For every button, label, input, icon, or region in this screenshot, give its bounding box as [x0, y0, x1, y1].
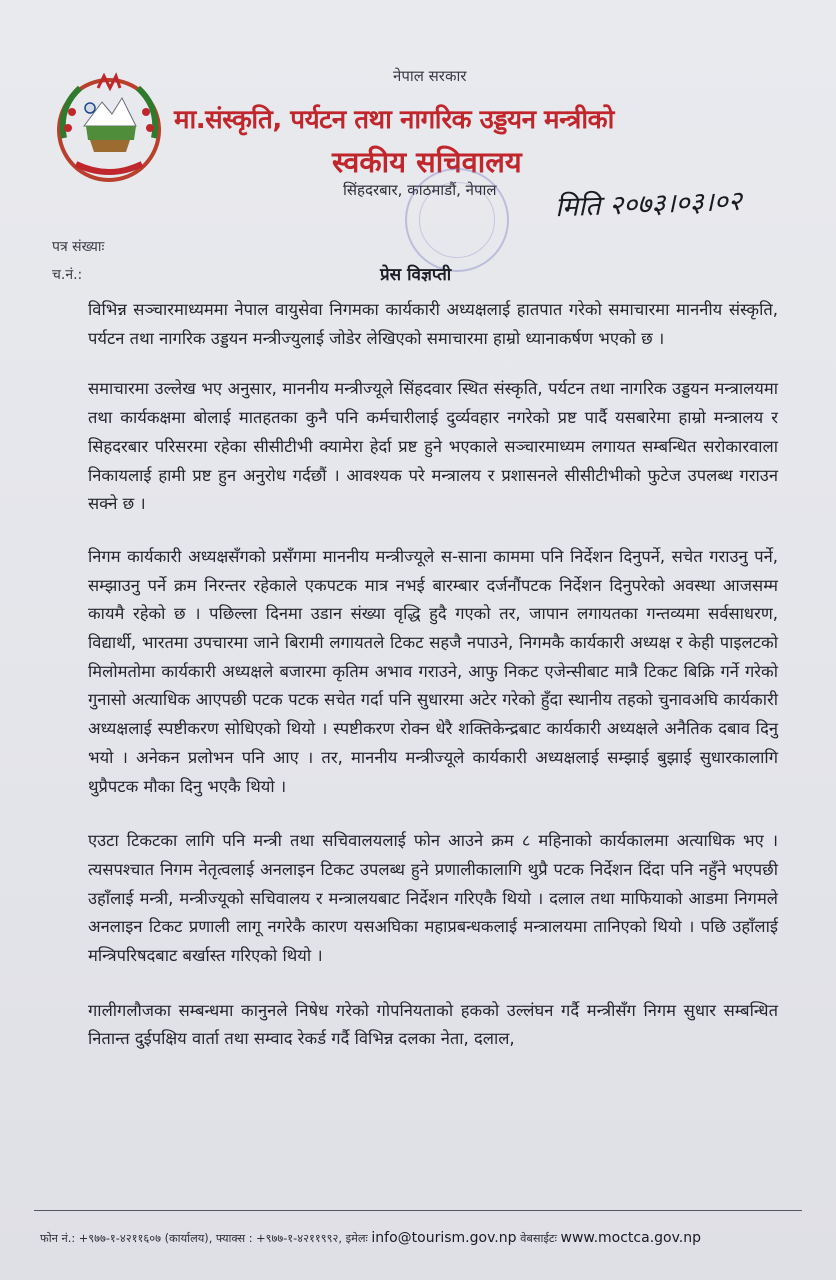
letter-body [88, 296, 778, 1054]
footer-phone: फोन नं.: +९७७-१-४२११६०७ (कार्यालय), [40, 1232, 213, 1245]
body-paragraph: एउटा टिकटका लागि पनि मन्त्री तथा सचिवालयलाई फोन आउने क्रम ८ महिनाको कार्यकालमा अत्याधिक भए । त्यसपश्चात निगम नेतृत्वलाई अनलाइन टिकट उपलब्ध हुने प्रणालीकालागि थुप्रै पटक निर्देशन दिंदा पनि नहुँने भएपछी उहाँलाई मन्त्री, मन्त्रीज्यूको सचिवालय र मन्त्रालयबाट निर्देशन गरिएकै थियो । दलाल तथा माफियाको आडमा निगमले अनलाइन टिकट प्रणाली लागू नगरेकै कारण यसअघिका महाप्रबन्धकलाई मन्त्रालयमा तानिएको थियो । पछि उहाँलाई मन्त्रिपरिषदबाट बर्खास्त गरिएको थियो । [88, 831, 778, 966]
footer-divider [34, 1210, 802, 1211]
footer-email[interactable]: info@tourism.gov.np [371, 1230, 517, 1246]
dispatch-number-label: च.नं.: [52, 267, 83, 283]
ministry-name: मा.संस्कृति, पर्यटन तथा नागरिक उड्डयन मन्त्रीको [174, 105, 614, 135]
document-title: प्रेस विज्ञप्ती [380, 265, 452, 285]
footer-email-label: इमेलः [345, 1232, 368, 1245]
body-paragraph: विभिन्न सञ्चारमाध्यममा नेपाल वायुसेवा निगमका कार्यकारी अध्यक्षलाई हातपात गरेको समाचारमा माननीय संस्कृति, पर्यटन तथा नागरिक उड्डयन मन्त्रीज्युलाई जोडेर लेखिएको समाचारमा हाम्रो ध्यानाकर्षण भएको छ । [88, 300, 778, 348]
government-label: नेपाल सरकार [393, 67, 467, 85]
office-stamp-icon [405, 168, 509, 272]
body-paragraph: निगम कार्यकारी अध्यक्षसँगको प्रसँगमा माननीय मन्त्रीज्यूले स-साना काममा पनि निर्देशन दिनुपर्ने, सचेत गराउनु पर्ने, सम्झाउनु पर्ने क्रम निरन्तर रहेकाले एकपटक मात्र नभई बारम्बार दर्जनौंपटक निर्देशन दिनुपरेको अवस्था आजसम्म कायमै रहेको छ । पछिल्ला दिनमा उडान संख्या वृद्धि हुदै गएको तर, जापान लगायतका गन्तव्यमा सर्वसाधरण, विद्यार्थी, भारतमा उपचारमा जाने बिरामी लगायतले टिकट सहजै नपाउने, निगमकै कार्यकारी अध्यक्ष र केही पाइलटको मिलोमतोमा कार्यकारी अध्यक्षले बजारमा कृतिम अभाव गराउने, आफु निकट एजेन्सीबाट मात्रै टिकट बिक्रि गर्ने गरेको गुनासो अत्याधिक आएपछी पटक पटक सचेत गर्दा पनि सुधारमा अटेर गरेको हुँदा स्थानीय तहको चुनावअघि कार्यकारी अध्यक्षलाई स्पष्टीकरण सोधिएको थियो । स्पष्टीकरण रोक्न धेरै शक्तिकेन्द्रबाट कार्यकारी अध्यक्षले अनैतिक दबाव दिनु भयो । अनेकन प्रलोभन पनि आए । तर, माननीय मन्त्रीज्यूले कार्यकारी अध्यक्षलाई सम्झाई बुझाई सुधारकालागि थुप्रैपटक मौका दिनु भएकै थियो । [88, 546, 778, 796]
body-paragraph: गालीगलौजका सम्बन्धमा कानुनले निषेध गरेको गोपनियताको हकको उल्लंघन गर्दै मन्त्रीसँग निगम सुधार सम्बन्धित नितान्त दुईपक्षिय वार्ता तथा सम्वाद रेकर्ड गर्दै विभिन्न दलका नेता, दलाल, [88, 1000, 778, 1049]
footer-contact [40, 1230, 800, 1246]
footer-fax: फ्याक्स : +९७७-१-४२११९९२, [215, 1232, 342, 1245]
nepal-emblem-icon [50, 68, 168, 188]
body-paragraph: समाचारमा उल्लेख भए अनुसार, माननीय मन्त्रीज्यूले सिंहदवार स्थित संस्कृति, पर्यटन तथा नागरिक उड्डयन मन्त्रालयमा तथा कार्यकक्षमा बोलाई मातहतका कुनै पनि कर्मचारीलाई दुर्व्यवहार नगरेको प्रष्ट पार्दै यसबारेमा हाम्रो मन्त्रालय र सिहदरबार परिसरमा रहेका सीसीटीभी क्यामेरा हेर्दा प्रष्ट हुने भएकाले सञ्चारमाध्यम लगायत सम्बन्धित सरोकारवाला निकायलाई हामी प्रष्ट हुन अनुरोध गर्दछौं । आवश्यक परे मन्त्रालय र प्रशासनले सीसीटीभीको फुटेज उपलब्ध गराउन सक्ने छ । [88, 379, 778, 514]
handwritten-date: मिति २०७३।०३।०२ [554, 185, 743, 224]
office-address: सिंहदरबार, काठमाडौं, नेपाल [343, 181, 497, 199]
office-name: स्वकीय सचिवालय [332, 145, 522, 179]
footer-website[interactable]: www.moctca.gov.np [560, 1230, 702, 1246]
footer-website-label: वेबसाईटः [520, 1232, 557, 1245]
letter-number-label: पत्र संख्याः [52, 239, 105, 255]
